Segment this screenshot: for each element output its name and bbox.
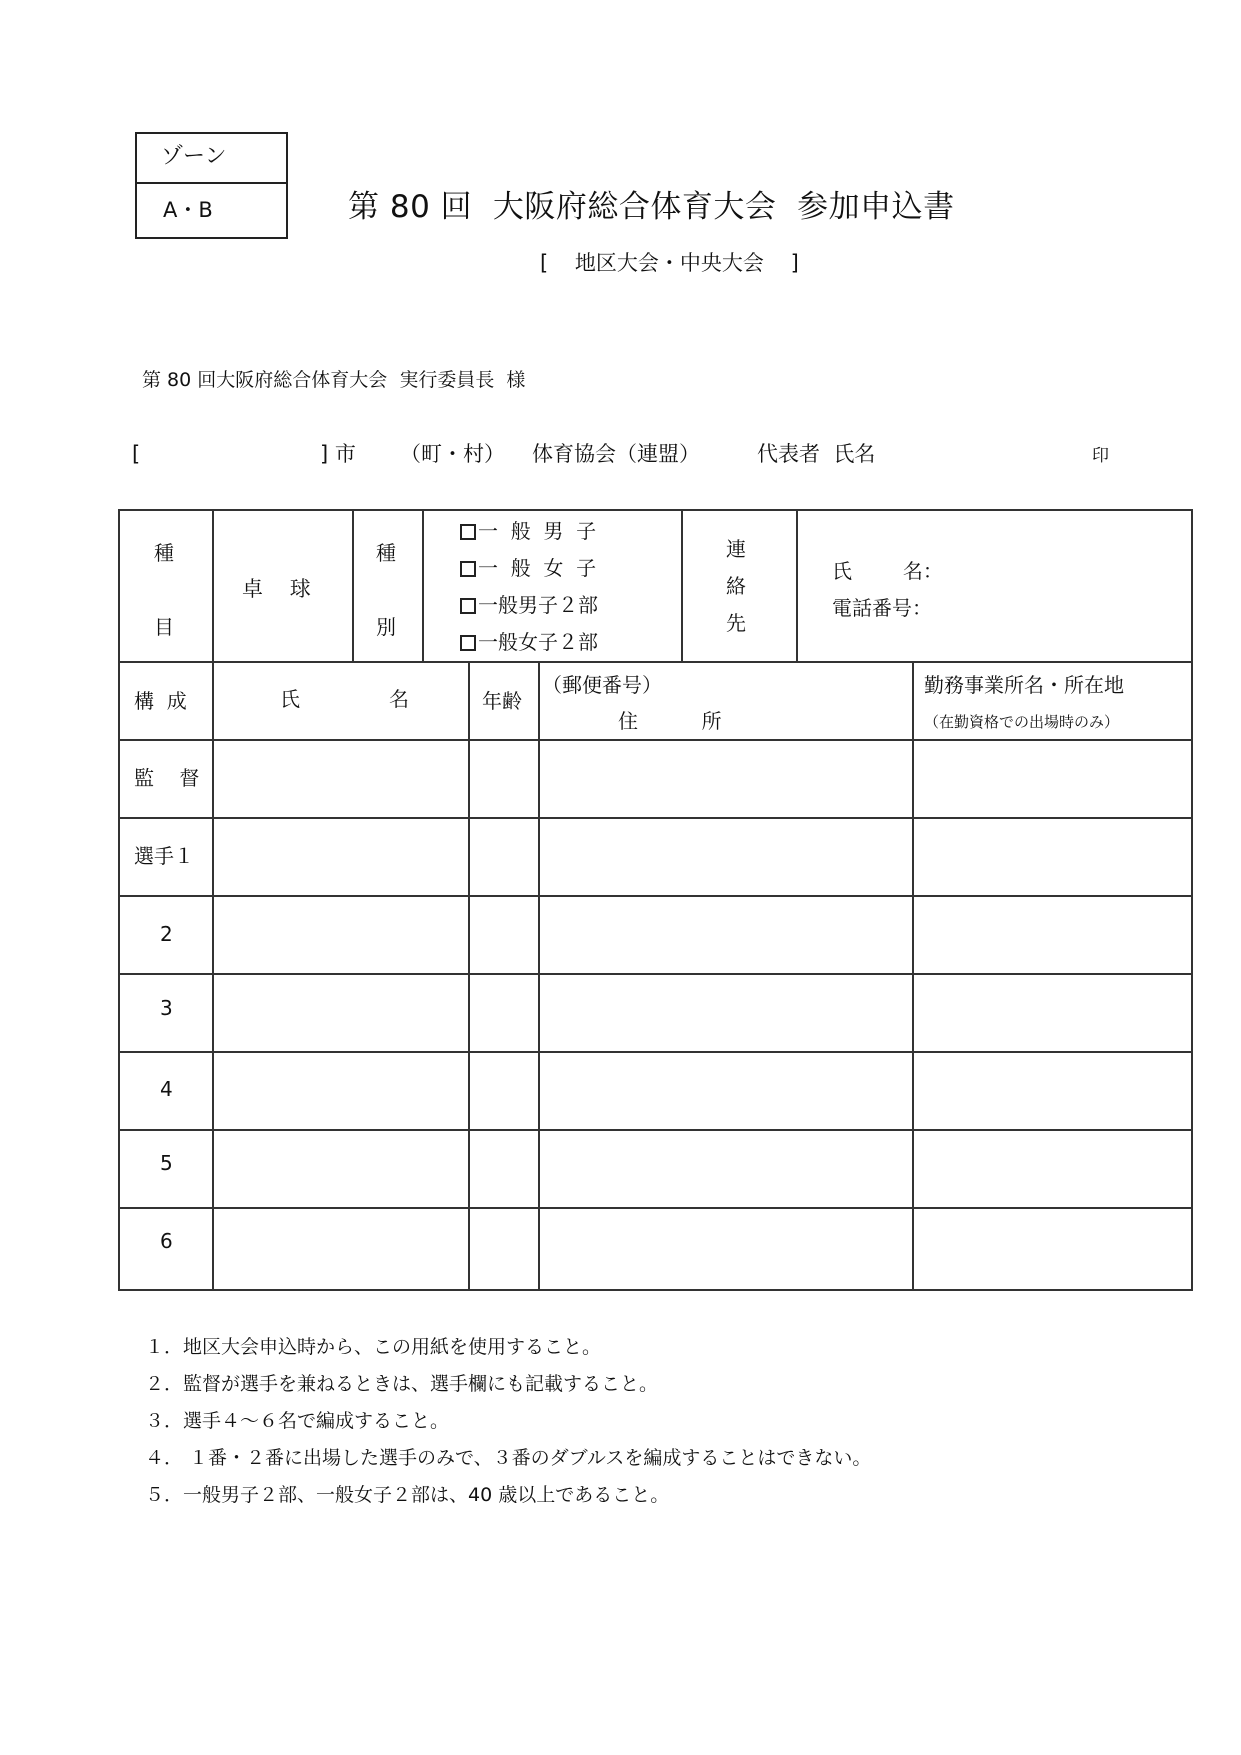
row-role-manager: 監 督 xyxy=(134,766,200,790)
age-cell[interactable] xyxy=(470,1209,538,1285)
divider xyxy=(796,511,798,661)
name-cell[interactable] xyxy=(214,1131,468,1207)
contact-phone-label: 電話番号： xyxy=(832,596,932,620)
age-cell[interactable] xyxy=(470,741,538,817)
category-option-label: 一 般 男 子 xyxy=(478,519,597,543)
category-label-top: 種 xyxy=(376,541,396,565)
address-cell[interactable] xyxy=(540,1053,912,1129)
event-label-top: 種 xyxy=(154,541,174,565)
name-cell[interactable] xyxy=(214,1053,468,1129)
checkbox-icon[interactable] xyxy=(460,635,476,651)
age-cell[interactable] xyxy=(470,819,538,895)
city-suffix: ] 市 xyxy=(320,442,356,466)
checkbox-icon[interactable] xyxy=(460,598,476,614)
category-option-label: 一般男子２部 xyxy=(478,593,598,617)
divider xyxy=(422,511,424,661)
age-cell[interactable] xyxy=(470,1131,538,1207)
checkbox-icon[interactable] xyxy=(460,524,476,540)
age-cell[interactable] xyxy=(470,975,538,1051)
contact-phone-input[interactable] xyxy=(960,592,1180,620)
age-cell[interactable] xyxy=(470,1053,538,1129)
header-role: 構 成 xyxy=(134,689,187,713)
row-role: 4 xyxy=(160,1077,173,1101)
representative-name-input[interactable] xyxy=(902,444,1202,470)
note-item: １．地区大会申込時から、この用紙を使用すること。 xyxy=(145,1336,602,1358)
contact-label-1: 連 xyxy=(726,537,746,561)
contact-label-3: 先 xyxy=(726,611,746,635)
zone-value: A・B xyxy=(163,198,213,222)
checkbox-icon[interactable] xyxy=(460,561,476,577)
address-cell[interactable] xyxy=(540,1209,912,1285)
row-role: 2 xyxy=(160,922,173,946)
event-label-bottom: 目 xyxy=(154,615,174,639)
address-cell[interactable] xyxy=(540,897,912,973)
address-cell[interactable] xyxy=(540,1131,912,1207)
workplace-cell[interactable] xyxy=(914,1053,1192,1129)
divider xyxy=(212,511,214,661)
workplace-cell[interactable] xyxy=(914,1209,1192,1285)
zone-box xyxy=(135,132,288,239)
address-cell[interactable] xyxy=(540,741,912,817)
page-title: 第 80 回 大阪府総合体育大会 参加申込書 xyxy=(348,189,955,225)
category-option[interactable] xyxy=(460,521,596,542)
workplace-cell[interactable] xyxy=(914,897,1192,973)
age-cell[interactable] xyxy=(470,897,538,973)
zone-label: ゾーン xyxy=(161,144,227,169)
header-workplace: 勤務事業所名・所在地 xyxy=(924,673,1124,697)
representative-name-label: 代表者 氏名 xyxy=(757,442,876,466)
town-village: （町・村） xyxy=(400,442,505,466)
category-option[interactable] xyxy=(460,595,598,616)
note-item: ５．一般男子２部、一般女子２部は、40 歳以上であること。 xyxy=(145,1484,670,1506)
category-label-bottom: 別 xyxy=(376,615,396,639)
note-item: ３．選手４～６名で編成すること。 xyxy=(145,1410,450,1432)
city-input[interactable] xyxy=(152,444,332,470)
contact-name-label: 氏 名： xyxy=(832,559,943,583)
address-cell[interactable] xyxy=(540,819,912,895)
contact-name-input[interactable] xyxy=(960,555,1180,583)
name-cell[interactable] xyxy=(214,741,468,817)
header-age: 年齢 xyxy=(482,689,522,713)
row-role: 3 xyxy=(160,996,173,1020)
address-cell[interactable] xyxy=(540,975,912,1051)
workplace-cell[interactable] xyxy=(914,1131,1192,1207)
row-role: 5 xyxy=(160,1151,173,1175)
header-address: 住 所 xyxy=(618,709,722,733)
category-option[interactable] xyxy=(460,558,596,579)
workplace-cell[interactable] xyxy=(914,741,1192,817)
note-item: ２．監督が選手を兼ねるときは、選手欄にも記載すること。 xyxy=(145,1373,659,1395)
event-value: 卓 球 xyxy=(242,577,311,601)
header-postal: （郵便番号） xyxy=(542,673,662,697)
category-option[interactable] xyxy=(460,632,598,653)
workplace-cell[interactable] xyxy=(914,975,1192,1051)
divider xyxy=(120,661,1191,663)
association: 体育協会（連盟） xyxy=(532,442,700,466)
city-open-bracket: [ xyxy=(132,442,141,466)
name-cell[interactable] xyxy=(214,897,468,973)
category-option-label: 一 般 女 子 xyxy=(478,556,597,580)
row-role: 6 xyxy=(160,1229,173,1253)
application-table xyxy=(118,509,1193,1291)
page-subtitle: [ 地区大会・中央大会 ] xyxy=(540,251,799,275)
notes-list xyxy=(145,1338,871,1523)
name-cell[interactable] xyxy=(214,819,468,895)
contact-label-2: 絡 xyxy=(726,574,746,598)
representative-line xyxy=(132,444,1132,474)
header-workplace-note: （在勤資格での出場時のみ） xyxy=(924,713,1120,731)
note-item: ４． １番・２番に出場した選手のみで、３番のダブルスを編成することはできない。 xyxy=(145,1447,872,1469)
row-role: 選手１ xyxy=(134,844,194,868)
seal-mark: 印 xyxy=(1092,446,1109,466)
divider xyxy=(352,511,354,661)
addressee: 第 80 回大阪府総合体育大会 実行委員長 様 xyxy=(142,369,526,391)
category-option-label: 一般女子２部 xyxy=(478,630,598,654)
name-cell[interactable] xyxy=(214,1209,468,1285)
name-cell[interactable] xyxy=(214,975,468,1051)
divider xyxy=(681,511,683,661)
header-name: 氏 名 xyxy=(280,687,410,711)
workplace-cell[interactable] xyxy=(914,819,1192,895)
